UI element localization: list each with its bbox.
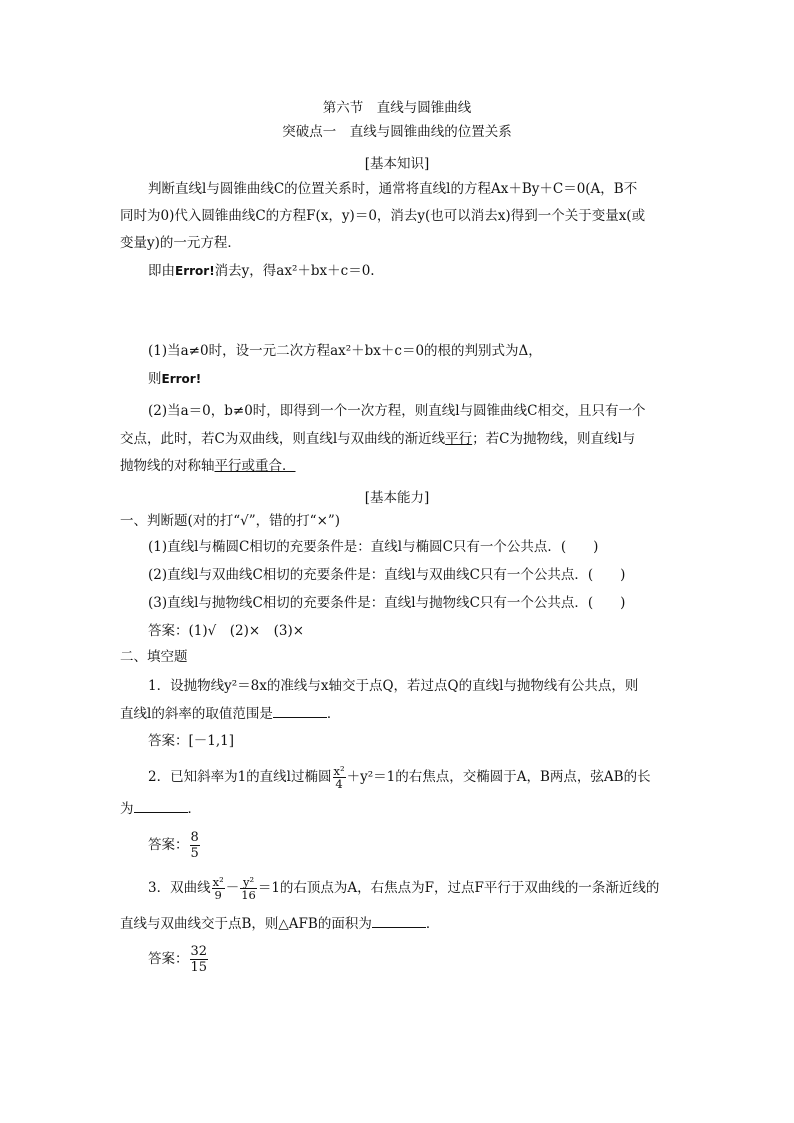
question-2-line-2 [120,800,680,818]
question-3-minus: － [225,880,240,896]
fill-heading: 二、填空题 [120,649,188,665]
subsection-title: 突破点一 直线与圆锥曲线的位置关系 [282,124,512,140]
question-1-line-2 [120,705,680,723]
case-1-error-text: Error! [161,372,202,386]
question-1-line-1: 1．设抛物线y²＝8x的准线与x轴交于点Q，若过点Q的直线l与抛物线有公共点，则 [148,678,639,694]
elimination-equation [148,262,680,280]
case-2-line-1: (2)当a＝0，b≠0时，即得到一个一次方程，则直线l与圆锥曲线C相交，且只有一个 [148,403,646,419]
case-2-underlined-coincide: 平行或重合． [214,458,296,474]
basic-ability-label: [基本能力] [364,490,430,506]
fraction-denominator: 4 [335,777,343,791]
case-2-line-3 [120,457,680,475]
fraction-denominator: 5 [190,846,199,861]
question-3-answer-label: 答案： [148,951,189,967]
question-3-fraction-1 [212,876,225,901]
fraction-numerator: 32 [190,944,208,959]
fraction-denominator: 15 [190,960,208,975]
case-2-underlined-parallel: 平行 [445,431,473,447]
question-2-blank [134,800,188,813]
case-2-line-2-tail: ；若C为抛物线，则直线l与 [472,431,636,447]
question-3-line-2 [120,915,680,933]
knowledge-para-line-1: 判断直线l与圆锥曲线C的位置关系时，通常将直线l的方程Ax＋By＋C＝0(A，B不 [148,181,638,197]
judge-answer: 答案：(1)√ (2)× (3)× [148,623,305,639]
question-3-answer-fraction [190,944,209,975]
question-3-text-tail: ＝1的右顶点为A，右焦点为F，过点F平行于双曲线的一条渐近线的 [257,880,660,896]
eq-prefix: 即由 [148,263,175,279]
question-2-answer-fraction [190,830,200,861]
case-1-prefix: 则 [148,371,162,387]
fraction-denominator: 16 [241,888,256,902]
question-1-blank [273,705,327,718]
fraction-numerator: 8 [190,830,199,845]
case-1-result [148,370,680,388]
case-2-line-2 [120,430,680,448]
knowledge-para-line-2: 同时为0)代入圆锥曲线C的方程F(x，y)＝0，消去y(也可以消去x)得到一个关于变量x(或 [120,208,646,224]
question-1-answer: 答案：[－1,1] [148,733,235,749]
fraction-numerator: x² [333,764,345,778]
question-2-text-tail: ＋y²＝1的右焦点，交椭圆于A，B两点，弦AB的长 [346,769,651,785]
judge-item-3: (3)直线l与抛物线C相切的充要条件是：直线l与抛物线C只有一个公共点．( ) [148,595,626,611]
question-1-period: ． [326,706,341,722]
question-2-answer [148,828,680,862]
question-2-line-2-text: 为 [120,801,134,817]
eq-suffix: 消去y，得ax²＋bx＋c＝0. [214,263,375,279]
knowledge-para-line-3: 变量y)的一元方程． [120,235,241,251]
question-2-line-1 [148,762,680,792]
question-3-blank [372,915,426,928]
judge-item-1: (1)直线l与椭圆C相切的充要条件是：直线l与椭圆C只有一个公共点．( ) [148,539,599,555]
section-title: 第六节 直线与圆锥曲线 [322,100,472,116]
question-2-period: ． [187,801,201,817]
fraction-numerator: x² [212,875,224,889]
fraction-numerator: y² [240,876,257,889]
question-2-fraction [333,765,346,790]
question-3-fraction-2 [240,876,257,901]
case-2-line-2-text: 交点，此时，若C为双曲线，则直线l与双曲线的渐近线 [120,431,446,447]
question-3-period: ． [425,916,440,932]
question-3-text: 3．双曲线 [148,880,211,896]
question-1-text: 直线l的斜率的取值范围是 [120,706,273,722]
question-2-text: 2．已知斜率为1的直线l过椭圆 [148,769,332,785]
judge-heading: 一、判断题(对的打“√”，错的打“×”) [120,513,341,529]
question-2-answer-label: 答案： [148,837,189,853]
case-1-line: (1)当a≠0时，设一元二次方程ax²＋bx＋c＝0的根的判别式为Δ， [148,343,542,359]
question-3-answer [148,942,680,976]
question-3-line-2-text: 直线与双曲线交于点B，则△AFB的面积为 [120,916,372,932]
basic-knowledge-label: [基本知识] [364,156,430,172]
fraction-denominator: 9 [214,888,222,902]
question-3-line-1 [148,872,680,904]
eq-error-text: Error! [175,264,215,278]
judge-item-2: (2)直线l与双曲线C相切的充要条件是：直线l与双曲线C只有一个公共点．( ) [148,567,626,583]
case-2-line-3-text: 抛物线的对称轴 [120,458,215,474]
